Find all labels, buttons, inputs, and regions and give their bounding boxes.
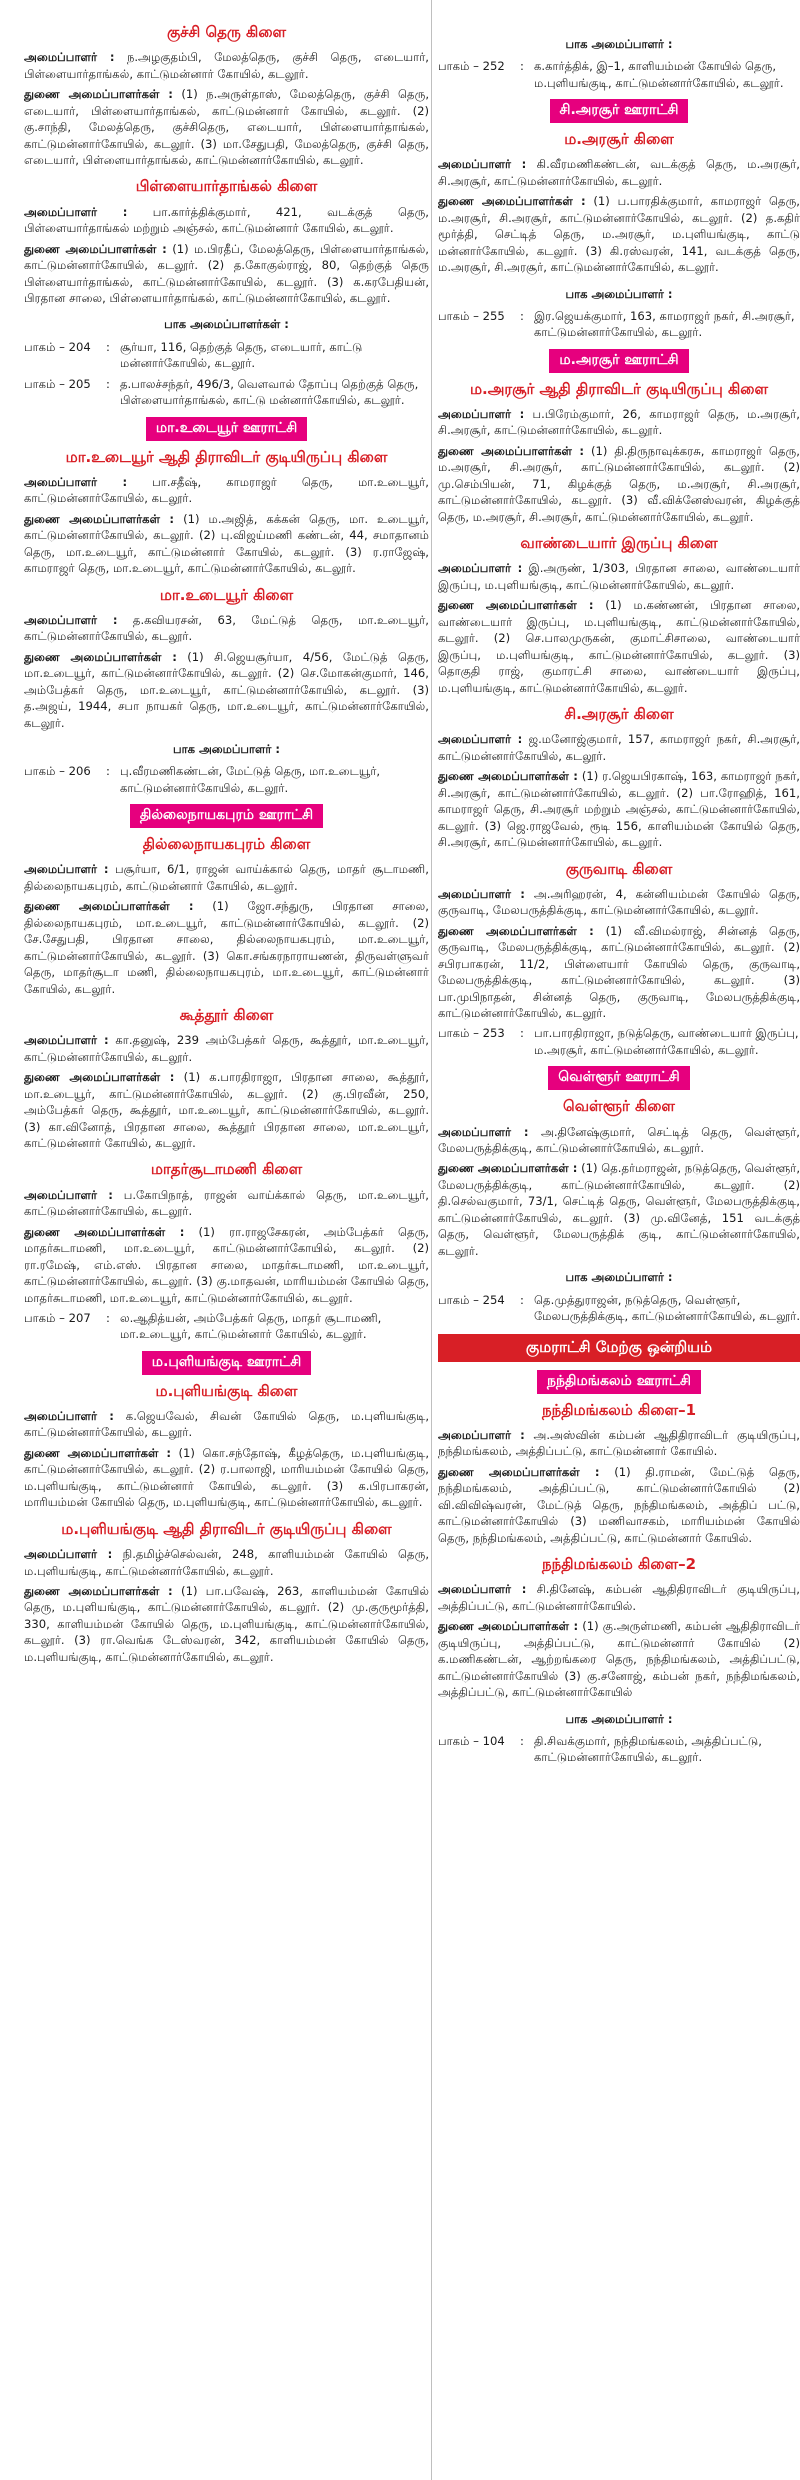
deputy-organizers-label: துணை அமைப்பாளர்கள் : xyxy=(24,87,173,102)
unit-organizers-subheading: பாக அமைப்பாளர் : xyxy=(565,286,673,301)
unit-organizer-text: இர.ஜெயக்குமார், 163, காமராஜர் நகர், சி.அரசூர், காட்டுமன்னார்கோயில், கடலூர். xyxy=(534,308,795,340)
deputy-organizers-label: துணை அமைப்பாளர்கள் : xyxy=(24,241,167,256)
organizer-paragraph xyxy=(438,560,800,593)
deputy-organizers-label: துணை அமைப்பாளர்கள் : xyxy=(438,194,586,209)
branch-heading: நந்திமங்கலம் கிளை–2 xyxy=(541,1555,697,1574)
unit-separator: : xyxy=(520,59,524,74)
section-block xyxy=(438,533,800,696)
organizer-paragraph xyxy=(24,1187,429,1220)
section-block xyxy=(438,859,800,1059)
deputy-organizers-label: துணை அமைப்பாளர்கள் : xyxy=(438,769,578,784)
unit-organizer-row xyxy=(24,376,429,409)
section-block xyxy=(24,1519,429,1665)
branch-heading: பிள்ளையார்தாங்கல் கிளை xyxy=(135,177,318,196)
organizer-paragraph xyxy=(24,1032,429,1065)
branch-heading: குருவாடி கிளை xyxy=(565,859,673,878)
organizer-paragraph xyxy=(438,406,800,439)
deputy-organizers-text: (1) ஜோ.சந்துரு, பிரதான சாலை, தில்லைநாயகபுரம், மா.உடையூர், காட்டுமன்னார்கோயில், கடலூர். (2) சே.சேதுபதி, பிரதான சாலை, தில்லைநாயகபுரம், மா.உடையூர், காட்டுமன்னார்கோயில், கடலூர். (3) கொ.சங்கரநாராயணன், திருவள்ளுவர் தெரு, மாதர்சூடா மணி, தில்லைநாயகபுரம், மா.உடையூர், காட்டுமன்னார் கோயில், கடலூர். xyxy=(24,899,429,996)
branch-heading: தில்லைநாயகபுரம் கிளை xyxy=(142,835,311,854)
deputy-organizers-paragraph xyxy=(24,898,429,997)
deputy-organizers-paragraph xyxy=(438,443,800,525)
branch-heading: சி.அரசூர் கிளை xyxy=(564,705,674,724)
deputy-organizers-label: துணை அமைப்பாளர்கள் : xyxy=(24,1583,173,1598)
panchayat-tag: ம.புளியங்குடி ஊராட்சி xyxy=(142,1351,311,1375)
section-block xyxy=(24,417,429,577)
deputy-organizers-label: துணை அமைப்பாளர்கள் : xyxy=(438,598,594,613)
deputy-organizers-paragraph xyxy=(24,1583,429,1665)
unit-organizer-row xyxy=(24,339,429,372)
organizer-paragraph xyxy=(438,886,800,919)
unit-separator: : xyxy=(106,1310,110,1325)
section-block xyxy=(438,349,800,525)
union-band-heading: குமராட்சி மேற்கு ஒன்றியம் xyxy=(438,1334,800,1361)
deputy-organizers-label: துணை அமைப்பாளர்கள் : xyxy=(438,1464,600,1479)
unit-number: பாகம் – 204 xyxy=(24,339,91,354)
deputy-organizers-paragraph xyxy=(438,193,800,275)
branch-heading: குச்சி தெரு கிளை xyxy=(166,23,287,41)
organizer-text: சி.தினேஷ், கம்பன் ஆதிதிராவிடர் குடியிருப்பு, அத்திப்பட்டு, காட்டுமன்னார்கோயில். xyxy=(438,1582,800,1613)
deputy-organizers-label: துணை அமைப்பாளர்கள் : xyxy=(24,511,175,526)
section-block xyxy=(24,1351,429,1511)
deputy-organizers-paragraph xyxy=(24,511,429,577)
deputy-organizers-text: (1) ர.ஜெயபிரகாஷ், 163, காமராஜர் நகர், சி.அரசூர், காட்டுமன்னார்கோயில், கடலூர். (2) பா.ரோஹித், 161, காமராஜர் தெரு, சி.அரசூர் மற்றும் அஞ்சல், காட்டுமன்னார்கோயில், கடலூர். (3) ஜெ.ராஜவேல், ரூடி 156, காளியம்மன் கோயில் தெரு, சி.அரசூர், காட்டுமன்னார்கோயில், கடலூர். xyxy=(438,769,800,850)
organizer-label: அமைப்பாளர் : xyxy=(438,157,527,172)
section-block xyxy=(438,1066,800,1324)
organizer-text: அ.அஸ்வின் கம்பன் ஆதிதிராவிடர் குடியிருப்பு, நந்திமங்கலம், அத்திப்பட்டு, காட்டுமன்னார் கோயில். xyxy=(438,1427,800,1459)
organizer-label: அமைப்பாளர் : xyxy=(24,1547,113,1562)
deputy-organizers-paragraph xyxy=(438,768,800,850)
deputy-organizers-paragraph xyxy=(438,597,800,696)
section-block xyxy=(24,804,429,997)
branch-heading: ம.புளியங்குடி கிளை xyxy=(155,1381,298,1400)
panchayat-tag: சி.அரசூர் ஊராட்சி xyxy=(550,99,689,123)
organizer-paragraph xyxy=(438,1427,800,1460)
unit-organizer-text: த.பாலச்சந்தர், 496/3, வெளவால் தோப்பு தெற்குத் தெரு, பிள்ளையார்தாங்கல், காட்டு மன்னார்கோயில், கடலூர். xyxy=(120,376,419,408)
deputy-organizers-label: துணை அமைப்பாளர்கள் : xyxy=(24,899,194,914)
section-block xyxy=(438,99,800,341)
branch-heading: கூத்தூர் கிளை xyxy=(179,1006,274,1025)
organizer-paragraph xyxy=(24,204,429,237)
organizer-label: அமைப்பாளர் : xyxy=(24,1409,114,1424)
deputy-organizers-label: துணை அமைப்பாளர்கள் : xyxy=(24,649,177,664)
unit-organizer-row xyxy=(438,308,800,341)
organizer-label: அமைப்பாளர் : xyxy=(24,862,109,877)
deputy-organizers-label: துணை அமைப்பாளர்கள் : xyxy=(438,923,594,938)
unit-separator: : xyxy=(106,339,110,354)
deputy-organizers-paragraph xyxy=(438,1160,800,1259)
deputy-organizers-text: (1) க.பாரதிராஜா, பிரதான சாலை, கூத்தூர், மா.உடையூர், காட்டுமன்னார்கோயில், கடலூர். (2) கு.பிரவீன், 250, அம்பேத்கர் தெரு, கூத்தூர், மா.உடையூர், காட்டுமன்னார்கோயில், கடலூர். (3) கா.வினோத், பிரதான சாலை, கூத்தூர் பிரதான சாலை, மா.உடையூர், காட்டுமன்னார் கோயில், கடலூர். xyxy=(24,1070,429,1151)
unit-organizer-row xyxy=(438,1733,800,1766)
unit-number: பாகம் – 205 xyxy=(24,376,91,391)
organizer-paragraph xyxy=(24,861,429,894)
organizer-label: அமைப்பாளர் : xyxy=(24,1033,109,1048)
organizer-text: பா.சதீஷ், காமராஜர் தெரு, மா.உடையூர், காட்டுமன்னார்கோயில், கடலூர். xyxy=(24,474,429,506)
deputy-organizers-label: துணை அமைப்பாளர்கள் : xyxy=(24,1224,185,1239)
organizer-text: நி.தமிழ்ச்செல்வன், 248, காளியம்மன் கோயில் தெரு, ம.புளியங்குடி, காட்டுமன்னார்கோயில், கடலூர். xyxy=(24,1547,429,1578)
organizer-label: அமைப்பாளர் : xyxy=(24,474,128,489)
deputy-organizers-text: (1) பா.பவேஷ், 263, காளியம்மன் கோயில் தெரு, ம.புளியங்குடி, காட்டுமன்னார்கோயில், கடலூர். (2) மு.குருமூர்த்தி, 330, காளியம்மன் கோயில் தெரு, ம.புளியங்குடி, காட்டுமன்னார்கோயில், கடலூர். (3) ரா.வெங்க டேஸ்வரன், 342, காளியம்மன் கோயில் தெரு, ம.புளியங்குடி, காட்டுமன்னார்கோயில், கடலூர். xyxy=(24,1583,429,1664)
section-block xyxy=(438,1554,800,1766)
organizer-label: அமைப்பாளர் : xyxy=(24,50,115,65)
branch-heading: நந்திமங்கலம் கிளை–1 xyxy=(541,1400,697,1419)
unit-organizer-text: க.கார்த்திக், இ–1, காளியம்மன் கோயில் தெரு, ம.புளியங்குடி, காட்டுமன்னார்கோயில், கடலூர். xyxy=(534,59,784,90)
organizer-label: அமைப்பாளர் : xyxy=(438,406,525,421)
deputy-organizers-text: (1) சி.ஜெயசூர்யா, 4/56, மேட்டுத் தெரு, மா.உடையூர், காட்டுமன்னார்கோயில், கடலூர். (2) செ.மோகன்குமார், 146, அம்பேத்கர் தெரு, மா.உடையூர், காட்டுமன்னார்கோயில், கடலூர். (3) த.அஜய், 1944, சபா நாயகர் தெரு, மா.உடையூர், காட்டுமன்னார்கோயில், கடலூர். xyxy=(24,649,429,730)
unit-separator: : xyxy=(106,376,110,391)
section-block xyxy=(438,704,800,850)
panchayat-tag: நந்திமங்கலம் ஊராட்சி xyxy=(537,1370,701,1394)
deputy-organizers-paragraph xyxy=(24,86,429,168)
organizer-label: அமைப்பாளர் : xyxy=(438,1582,527,1597)
right-column xyxy=(438,0,800,2480)
branch-heading: ம.அரசூர் கிளை xyxy=(564,130,674,149)
panchayat-tag: ம.அரசூர் ஊராட்சி xyxy=(549,349,688,373)
unit-organizer-row xyxy=(438,1025,800,1058)
unit-number: பாகம் – 255 xyxy=(438,308,505,323)
unit-organizer-text: சூர்யா, 116, தெற்குத் தெரு, எடையார், காட்டு மன்னார்கோயில், கடலூர். xyxy=(120,339,363,371)
deputy-organizers-text: (1) தெ.தர்மராஜன், நடுத்தெரு, வெள்ளூர், மேலபருத்திக்குடி, காட்டுமன்னார்கோயில், கடலூர். (2) தி.செல்வகுமார், 73/1, செட்டித் தெரு, வெள்ளூர், மேலபருத்திக்குடி, காட்டுமன்னார்கோயில், கடலூர். (3) மு.வினேத், 151 வடக்குத் தெரு, வெள்ளூர், மேலபருத்திக் குடி, காட்டுமன்னார்கோயில், கடலூர். xyxy=(438,1161,800,1258)
branch-heading: மா.உடையூர் கிளை xyxy=(159,585,294,604)
unit-organizers-subheading: பாக அமைப்பாளர் : xyxy=(173,741,280,756)
organizer-label: அமைப்பாளர் : xyxy=(438,561,523,576)
unit-organizer-text: தெ.முத்துராஜன், நடுத்தெரு, வெள்ளூர், மேலபருத்திக்குடி, காட்டுமன்னார்கோயில், கடலூர். xyxy=(534,1292,800,1323)
section-block xyxy=(24,1005,429,1151)
unit-organizers-subheading: பாக அமைப்பாளர் : xyxy=(565,37,673,51)
deputy-organizers-paragraph xyxy=(24,1224,429,1306)
unit-separator: : xyxy=(520,308,524,323)
section-block xyxy=(24,1159,429,1342)
unit-separator: : xyxy=(520,1026,524,1041)
deputy-organizers-text: (1) வீ.விமல்ராஜ், சின்னத் தெரு, குருவாடி, மேலபருத்திக்குடி, காட்டுமன்னார்கோயில், கடலூர். (2) சபிரபாகரன், 11/2, பிள்ளையார் கோயில் தெரு, குருவாடி, மேலபருத்திக்குடி, காட்டுமன்னார்கோயில், கடலூர். (3) பா.முபிநாதன், சின்னத் தெரு, குருவாடி, மேலபருத்திக்குடி, காட்டுமன்னார்கோயில், கடலூர். xyxy=(438,923,800,1021)
unit-number: பாகம் – 207 xyxy=(24,1310,91,1325)
unit-organizer-text: பா.பாரதிராஜா, நடுத்தெரு, வாண்டையார் இருப்பு, ம.அரசூர், காட்டுமன்னார்கோயில், கடலூர். xyxy=(534,1026,799,1057)
panchayat-tag: மா.உடையூர் ஊராட்சி xyxy=(146,417,307,441)
deputy-organizers-label: துணை அமைப்பாளர்கள் : xyxy=(438,1161,578,1176)
unit-organizer-row xyxy=(24,1310,429,1343)
deputy-organizers-text: (1) கு.அருள்மணி, கம்பன் ஆதிதிராவிடர் குடியிருப்பு, அத்திப்பட்டு, காட்டுமன்னார் கோயில் (2) க.மணிகண்டன், ஆற்றங்கரை தெரு, நந்திமங்கலம், அத்திப்பட்டு, காட்டுமன்னார்கோயில் (3) கு.சனோஜ், கம்பன் நகர், நந்திமங்கலம், அத்திப்பட்டு, காட்டுமன்னார்கோயில் xyxy=(438,1619,800,1700)
deputy-organizers-label: துணை அமைப்பாளர்கள் : xyxy=(438,1619,579,1634)
organizer-text: ப.பிரேம்குமார், 26, காமராஜர் தெரு, ம.அரசூர், சி.அரசூர், காட்டுமன்னார்கோயில், கடலூர். xyxy=(438,406,800,438)
organizer-paragraph xyxy=(438,1581,800,1614)
organizer-text: அ.அரிஹரன், 4, கன்னியம்மன் கோயில் தெரு, குருவாடி, மேலபருத்திக்குடி, காட்டுமன்னார்கோயில், கடலூர். xyxy=(438,886,800,918)
organizer-text: ப.கோபிநாத், ராஜன் வாய்க்கால் தெரு, மா.உடையூர், காட்டுமன்னார்கோயில், கடலூர். xyxy=(24,1187,429,1219)
deputy-organizers-label: துணை அமைப்பாளர்கள் : xyxy=(438,443,584,458)
deputy-organizers-text: (1) தி.ராமன், மேட்டுத் தெரு, நந்திமங்கலம், அத்திப்பட்டு, காட்டுமன்னார்கோயில் (2) வி.விவிஷ்வரன், மேட்டுத் தெரு, நந்திமங்கலம், அத்திப் பட்டு, காட்டுமன்னார்கோயில் (3) மணிவாசகம், மாரியம்மன் கோயில் தெரு, நந்திமங்கலம், அத்திப்பட்டு, காட்டுமன்னார் கோயில். xyxy=(438,1464,800,1545)
organizer-text: பசூர்யா, 6/1, ராஜன் வாய்க்கால் தெரு, மாதர் சூடாமணி, தில்லைநாயகபுரம், காட்டுமன்னார் கோயில், கடலூர். xyxy=(24,862,429,893)
organizer-text: கா.தனுஷ், 239 அம்பேத்கர் தெரு, கூத்தூர், மா.உடையூர், காட்டுமன்னார்கோயில், கடலூர். xyxy=(24,1033,429,1064)
organizer-label: அமைப்பாளர் : xyxy=(24,612,118,627)
section-block xyxy=(24,22,429,168)
deputy-organizers-paragraph xyxy=(24,1445,429,1511)
branch-heading: வெள்ளூர் கிளை xyxy=(563,1097,675,1116)
unit-number: பாகம் – 252 xyxy=(438,59,505,74)
unit-number: பாகம் – 253 xyxy=(438,1026,505,1041)
organizer-label: அமைப்பாளர் : xyxy=(24,204,128,219)
organizer-paragraph xyxy=(438,156,800,189)
deputy-organizers-paragraph xyxy=(438,1464,800,1546)
organizer-label: அமைப்பாளர் : xyxy=(438,732,523,747)
column-divider xyxy=(431,0,432,2480)
unit-organizer-text: தி.சிவக்குமார், நந்திமங்கலம், அத்திப்பட்டு, காட்டுமன்னார்கோயில், கடலூர். xyxy=(534,1733,762,1765)
organizer-paragraph xyxy=(438,731,800,764)
organizer-label: அமைப்பாளர் : xyxy=(438,1427,525,1442)
organizer-text: த.கவியரசன், 63, மேட்டுத் தெரு, மா.உடையூர், காட்டுமன்னார்கோயில், கடலூர். xyxy=(24,612,429,644)
branch-heading: மா.உடையூர் ஆதி திராவிடர் குடியிருப்பு கிளை xyxy=(65,447,388,466)
branch-heading: ம.அரசூர் ஆதி திராவிடர் குடியிருப்பு கிளை xyxy=(469,379,769,398)
deputy-organizers-text: (1) கொ.சந்தோஷ், கீழத்தெரு, ம.புளியங்குடி, காட்டுமன்னார்கோயில், கடலூர். (2) ர.பாலாஜி, மாரியம்மன் கோயில் தெரு, ம.புளியங்குடி, காட்டுமன்னார் கோயில், கடலூர். (3) க.பிரபாகரன், மாரியம்மன் கோயில் தெரு, ம.புளியங்குடி, காட்டுமன்னார்கோயில், கடலூர். xyxy=(24,1445,429,1510)
panchayat-tag: தில்லைநாயகபுரம் ஊராட்சி xyxy=(130,804,323,828)
deputy-organizers-label: துணை அமைப்பாளர்கள் : xyxy=(24,1070,175,1085)
organizer-label: அமைப்பாளர் : xyxy=(438,1124,529,1139)
deputy-organizers-paragraph xyxy=(24,649,429,731)
unit-organizer-row xyxy=(24,763,429,796)
organizer-paragraph xyxy=(24,1408,429,1441)
section-block xyxy=(438,36,800,91)
organizer-label: அமைப்பாளர் : xyxy=(438,886,525,901)
deputy-organizers-paragraph xyxy=(438,1618,800,1700)
unit-organizer-row xyxy=(438,58,800,91)
deputy-organizers-text: (1) ம.பிரதீப், மேலத்தெரு, பிள்ளையார்தாங்கல், காட்டுமன்னார்கோயில், கடலூர். (2) த.கோகுல்ராஜ், 80, தெற்குத் தெரு பிள்ளையார்தாங்கல், காட்டுமன்னார்கோயில், கடலூர். (3) க.கரபேதியன், பிரதான சாலை, பிள்ளையார்தாங்கல், காட்டுமன்னார்கோயில், கடலூர். xyxy=(24,241,429,306)
section-block xyxy=(24,176,429,408)
organizer-paragraph xyxy=(438,1124,800,1157)
unit-organizers-subheading: பாக அமைப்பாளர்கள் : xyxy=(164,317,289,332)
organizer-paragraph xyxy=(24,612,429,645)
unit-organizers-subheading: பாக அமைப்பாளர் : xyxy=(565,1711,673,1726)
organizer-text: பா.கார்த்திக்குமார், 421, வடக்குத் தெரு, பிள்ளையார்தாங்கல் மற்றும் அஞ்சல், காட்டுமன்னார் கோயில், கடலூர். xyxy=(24,204,429,236)
deputy-organizers-paragraph xyxy=(24,241,429,307)
unit-separator: : xyxy=(106,764,110,779)
panchayat-tag: வெள்ளூர் ஊராட்சி xyxy=(548,1066,689,1090)
unit-organizer-text: ல.ஆதித்யன், அம்பேத்கர் தெரு, மாதர் சூடாமணி, மா.உடையூர், காட்டுமன்னார் கோயில், கடலூர். xyxy=(120,1310,382,1342)
deputy-organizers-text: (1) ந.அருள்தாஸ், மேலத்தெரு, குச்சி தெரு, எடையார், பிள்ளையார்தாங்கல், காட்டுமன்னார் கோயில், கடலூர். (2) கு.சாந்தி, மேலத்தெரு, குச்சிதெரு, எடையார், பிள்ளையார்தாங்கல், காட்டுமன்னார்கோயில், கடலூர். (3) மா.சேதுபதி, மேலத்தெரு, குச்சி தெரு, எடையார், பிள்ளையார்தாங்கல், காட்டுமன்னார்கோயில், கடலூர். xyxy=(24,87,429,168)
deputy-organizers-text: (1) ம.கண்ணன், பிரதான சாலை, வாண்டையார் இருப்பு, ம.புளியங்குடி, காட்டுமன்னார்கோயில், கடலூர். (2) செ.பாலமுருகன், குமாட்சிசாலை, வாண்டையார் இருப்பு, ம.புளியங்குடி, காட்டுமன்னார்கோயில், கடலூர். (3) தொகுதி ராஜ், குமாரட்சி சாலை, வாண்டையார் இருப்பு, ம.புளியங்குடி, காட்டுமன்னார்கோயில், கடலூர். xyxy=(438,598,800,695)
organizer-text: இ.அருண், 1/303, பிரதான சாலை, வாண்டையார் இருப்பு, ம.புளியங்குடி, காட்டுமன்னார்கோயில், கடலூர். xyxy=(438,561,800,592)
deputy-organizers-text: (1) தி.திருநாவுக்கரசு, காமராஜர் தெரு, ம.அரசூர், சி.அரசூர், காட்டுமன்னார்கோயில், கடலூர். (2) மு.செம்பியன், 71, கிழக்குத் தெரு, ம.அரசூர், சி.அரசூர், காட்டுமன்னார்கோயில், கடலூர். (3) வீ.விக்னேஸ்வரன், கிழக்குத் தெரு, ம.அரசூர், சி.அரசூர், காட்டுமன்னார்கோயில், கடலூர். xyxy=(438,443,800,524)
unit-organizer-text: பு.வீரமணிகண்டன், மேட்டுத் தெரு, மா.உடையூர், காட்டுமன்னார்கோயில், கடலூர். xyxy=(120,764,381,795)
organizer-paragraph xyxy=(24,49,429,82)
branch-heading: மாதர்சூடாமணி கிளை xyxy=(150,1160,303,1179)
organizer-paragraph xyxy=(24,474,429,507)
unit-organizer-row xyxy=(438,1292,800,1325)
deputy-organizers-paragraph xyxy=(438,923,800,1022)
organizer-text: அ.தினேஷ்குமார், செட்டித் தெரு, வெள்ளூர், மேலபருத்திக்குடி, காட்டுமன்னார்கோயில், கடலூர். xyxy=(438,1124,800,1155)
left-column xyxy=(24,0,429,2480)
branch-heading: வாண்டையார் இருப்பு கிளை xyxy=(520,534,718,553)
organizer-paragraph xyxy=(24,1546,429,1579)
deputy-organizers-text: (1) ம.அஜித், கக்கன் தெரு, மா. உடையூர், காட்டுமன்னார்கோயில், கடலூர். (2) பு.விஜய்மணி கண்டன், 44, சமாதானம் தெரு, மா.உடையூர், காட்டுமன்னார் கோயில், கடலூர். (3) ர.ராஜேஷ், காமராஜர் தெரு, மா.உடையூர், காட்டுமன்னார்கோயில், கடலூர். xyxy=(24,511,429,576)
section-block xyxy=(24,585,429,797)
deputy-organizers-text: (1) ப.பாரதிக்குமார், காமராஜர் தெரு, ம.அரசூர், சி.அரசூர், காட்டுமன்னார்கோயில், கடலூர். (2) த.கதிர் மூர்த்தி, செட்டித் தெரு, ம.அரசூர், ம.புளியங்குடி, காட்டு மன்னார்கோயில், கடலூர். (3) கி.ரஸ்வரன், 141, வடக்குத் தெரு, ம.அரசூர், சி.அரசூர், காட்டுமன்னார்கோயில், கடலூர். xyxy=(438,194,800,275)
unit-organizers-subheading: பாக அமைப்பாளர் : xyxy=(565,1270,673,1285)
deputy-organizers-text: (1) ரா.ராஜசேகரன், அம்பேத்கர் தெரு, மாதர்சுடாமணி, மா.உடையூர், காட்டுமன்னார்கோயில், கடலூர். (2) ரா.ரமேஷ், எம்.எஸ். பிரதான சாலை, மாதர்சுடாமணி, மா.உடையூர், காட்டுமன்னார்கோயில், கடலூர். (3) கு.மாதவன், மாரியம்மன் கோயில் தெரு, மாதர்சுடாமணி, மா.உடையூர், காட்டுமன்னார்கோயில், கடலூர். xyxy=(24,1224,429,1305)
unit-number: பாகம் – 104 xyxy=(438,1733,505,1748)
organizer-label: அமைப்பாளர் : xyxy=(24,1187,113,1202)
unit-number: பாகம் – 254 xyxy=(438,1292,505,1307)
organizer-text: கி.வீரமணிகண்டன், வடக்குத் தெரு, ம.அரசூர், சி.அரசூர், காட்டுமன்னார்கோயில், கடலூர். xyxy=(438,157,800,188)
organizer-text: ந.அழகுதம்பி, மேலத்தெரு, குச்சி தெரு, எடையார், பிள்ளையார்தாங்கல், காட்டுமன்னார் கோயில், கடலூர். xyxy=(24,50,429,81)
section-block xyxy=(438,1370,800,1546)
unit-separator: : xyxy=(520,1733,524,1748)
deputy-organizers-label: துணை அமைப்பாளர்கள் : xyxy=(24,1445,172,1460)
unit-number: பாகம் – 206 xyxy=(24,764,91,779)
unit-separator: : xyxy=(520,1292,524,1307)
branch-heading: ம.புளியங்குடி ஆதி திராவிடர் குடியிருப்பு கிளை xyxy=(61,1519,392,1538)
organizer-text: க.ஜெயவேல், சிவன் கோயில் தெரு, ம.புளியங்குடி, காட்டுமன்னார்கோயில், கடலூர். xyxy=(24,1409,429,1440)
deputy-organizers-paragraph xyxy=(24,1069,429,1151)
organizer-text: ஜ.மனோஜ்குமார், 157, காமராஜர் நகர், சி.அரசூர், காட்டுமன்னார்கோயில், கடலூர். xyxy=(438,732,800,763)
